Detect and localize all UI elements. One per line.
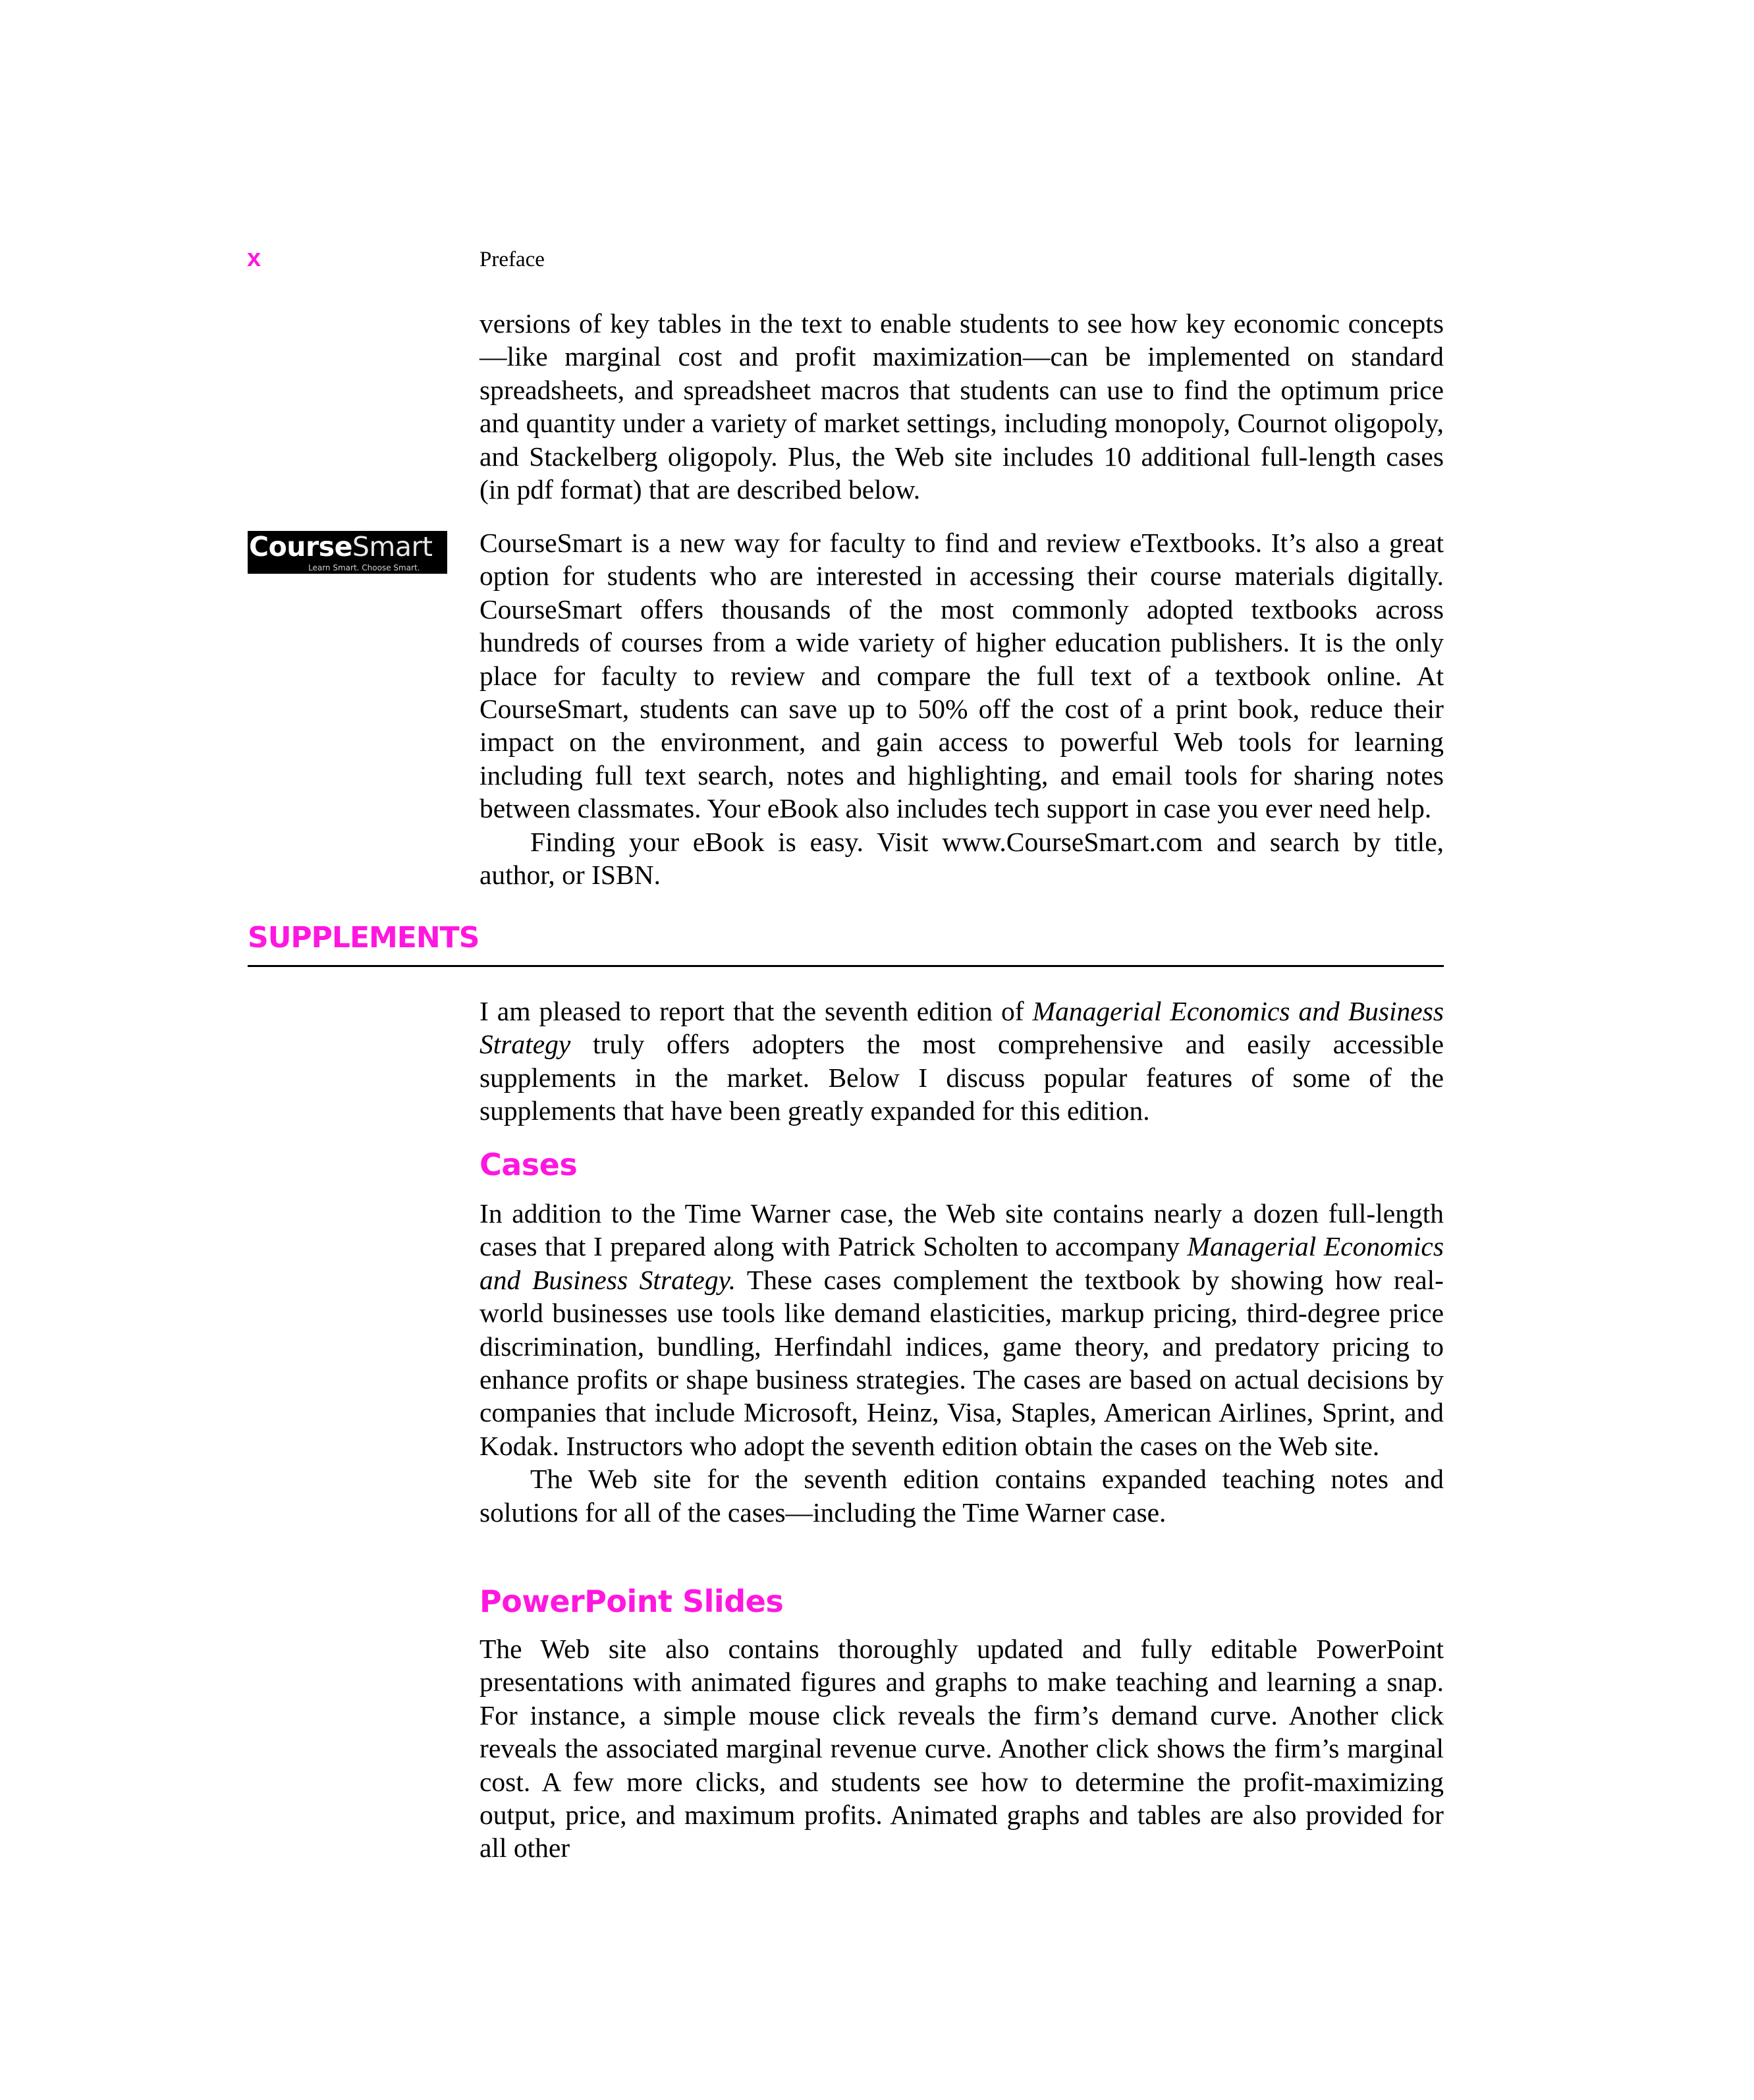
coursesmart-paragraph-2: Finding your eBook is easy. Visit www.CourseSmart.com and search by title, author, or ISBN. bbox=[480, 826, 1444, 891]
powerpoint-block bbox=[480, 1632, 1444, 1865]
coursesmart-block bbox=[480, 526, 1444, 891]
coursesmart-logo bbox=[248, 531, 447, 574]
coursesmart-logo-wordmark bbox=[249, 531, 432, 563]
book-title: Managerial Economics and Business Strategy. bbox=[480, 1231, 1444, 1295]
supplements-intro-block bbox=[480, 995, 1444, 1128]
powerpoint-paragraph: The Web site also contains thoroughly updated and fully editable PowerPoint presentations with animated figures and graphs to make teaching and learning a snap. For instance, a simple mouse click reveals the firm’s demand curve. Another click reveals the associated marginal revenue curve. Another click shows the firm’s marginal cost. A few more clicks, and students see how to determine the profit-maximizing output, price, and maximum profits. Animated graphs and tables are also provided for all other bbox=[480, 1634, 1444, 1864]
supplements-intro-after: truly offers adopters the most comprehensive and easily accessible supplements in the market. Below I discuss popular features of some of the supplements that have been greatly expanded for this edition. bbox=[480, 1029, 1444, 1126]
cases-paragraph-2: The Web site for the seventh edition contains expanded teaching notes and solutions for all of the cases—including the Time Warner case. bbox=[480, 1464, 1444, 1528]
intro-block bbox=[480, 307, 1444, 506]
supplements-intro-before: I am pleased to report that the seventh edition of bbox=[480, 996, 1033, 1026]
book-title: Managerial Economics and Business Strategy bbox=[480, 996, 1444, 1060]
logo-name-bold: Course bbox=[249, 531, 352, 563]
cases-block bbox=[480, 1197, 1444, 1529]
intro-paragraph: versions of key tables in the text to enable students to see how key economic concepts—like marginal cost and profit maximization—can be implemented on standard spreadsheets, and spreadsheet macros that students can use to find the optimum price and quantity under a variety of market settings, including monopoly, Cournot oligopoly, and Stackelberg oligopoly. Plus, the Web site includes 10 additional full-length cases (in pdf format) that are described below. bbox=[480, 308, 1444, 505]
supplements-intro-paragraph bbox=[480, 995, 1444, 1128]
subheading-cases: Cases bbox=[480, 1147, 578, 1182]
page-number: x bbox=[247, 244, 261, 272]
cases-p1-after: These cases complement the textbook by showing how real-world businesses use tools like demand elasticities, markup pricing, third-degree price discrimination, bundling, Herfindahl indices, game theory, and predatory pricing to enhance profits or shape business strategies. The cases are based on actual decisions by companies that include Microsoft, Heinz, Visa, Staples, American Airlines, Sprint, and Kodak. Instructors who adopt the seventh edition obtain the cases on the Web site. bbox=[480, 1264, 1444, 1461]
section-rule bbox=[248, 965, 1444, 967]
cases-paragraph-1 bbox=[480, 1197, 1444, 1462]
coursesmart-paragraph-1: CourseSmart is a new way for faculty to find and review eTextbooks. It’s also a great option for students who are interested in accessing their course materials digitally. CourseSmart offers thousands of the most commonly adopted textbooks across hundreds of courses from a wide variety of higher education publishers. It is the only place for faculty to review and compare the full text of a textbook online. At CourseSmart, students can save up to 50% off the cost of a print book, reduce their impact on the environment, and gain access to powerful Web tools for learning including full text search, notes and highlighting, and email tools for sharing notes between classmates. Your eBook also includes tech support in case you ever need help. bbox=[480, 528, 1444, 824]
section-heading-supplements: SUPPLEMENTS bbox=[248, 921, 480, 954]
subheading-powerpoint-slides: PowerPoint Slides bbox=[480, 1584, 784, 1619]
logo-name-light: Smart bbox=[352, 531, 433, 563]
cases-p1-before: In addition to the Time Warner case, the Web site contains nearly a dozen full-length cases that I prepared along with Patrick Scholten to accompany bbox=[480, 1198, 1444, 1262]
logo-tagline: Learn Smart. Choose Smart. bbox=[308, 563, 420, 572]
running-head: Preface bbox=[480, 248, 545, 271]
